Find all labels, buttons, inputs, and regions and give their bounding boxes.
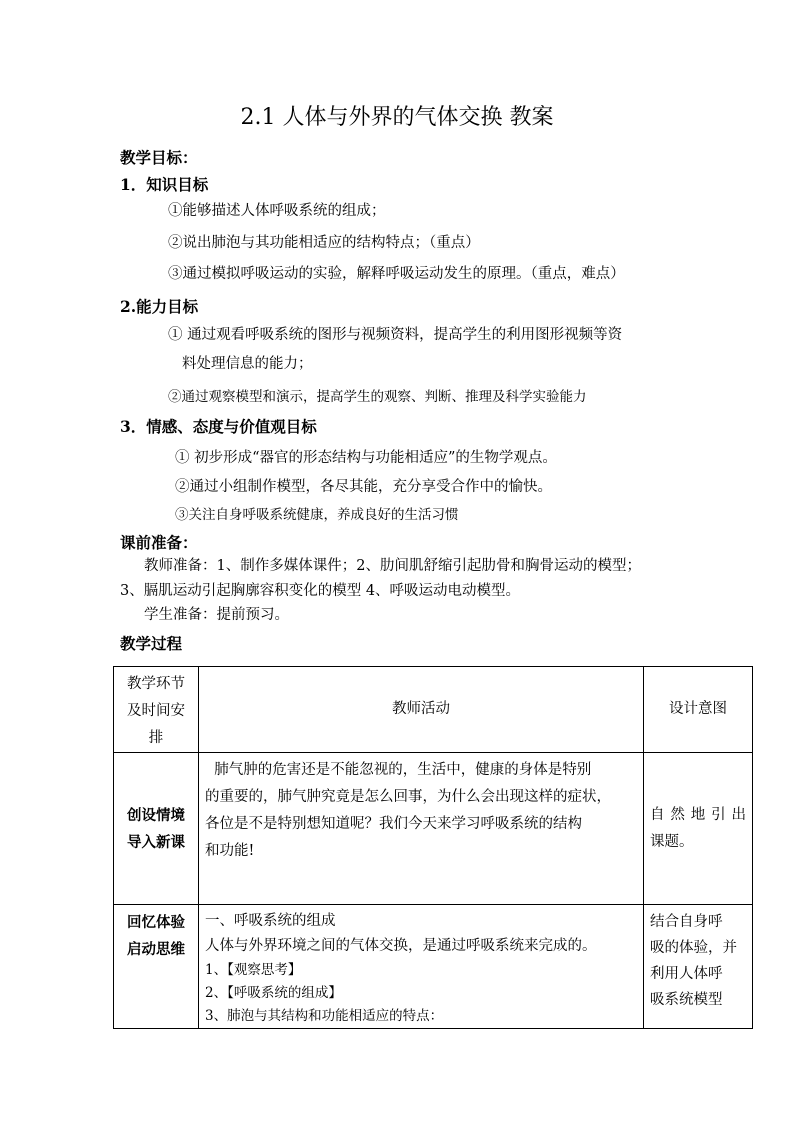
goals-heading: 教学目标：: [120, 148, 198, 167]
header-stage-line: 排: [148, 730, 164, 746]
table-row: [114, 753, 753, 905]
header-activity-label: 教师活动: [392, 701, 450, 717]
teacher-prep: 教师准备：1、制作多媒体课件；2、肋间肌舒缩引起肋骨和胸骨运动的模型；: [144, 558, 641, 574]
activity-line: 各位是不是特别想知道呢？我们今天来学习呼吸系统的结构: [205, 816, 582, 832]
header-stage-line: 教学环节: [127, 676, 185, 692]
intent-line: 利用人体呼: [650, 966, 723, 982]
intent-cell: [644, 753, 753, 905]
emotion-goal-item: ③关注自身呼吸系统健康，养成良好的生活习惯: [175, 507, 459, 523]
activity-cell: [199, 905, 644, 1029]
activity-line: 2、【呼吸系统的组成】: [205, 985, 342, 1001]
stage-line: 导入新课: [127, 833, 185, 851]
table-row: [114, 905, 753, 1029]
stage-line: 启动思维: [127, 941, 185, 958]
emotion-goals-heading: 3．情感、态度与价值观目标: [120, 417, 317, 436]
knowledge-goal-item: ③通过模拟呼吸运动的实验，解释呼吸运动发生的原理。（重点，难点）: [168, 266, 625, 282]
activity-line: 的重要的，肺气肿究竟是怎么回事，为什么会出现这样的症状，: [205, 789, 611, 805]
activity-line: 3、肺泡与其结构和功能相适应的特点：: [205, 1008, 444, 1024]
student-prep: 学生准备：提前预习。: [144, 607, 289, 623]
stage-cell: [114, 753, 199, 905]
stage-line: 创设情境: [127, 806, 185, 824]
header-cell-stage: [114, 667, 199, 753]
intent-cell: [644, 905, 753, 1029]
header-intent-label: 设计意图: [669, 701, 727, 717]
activity-cell: [199, 753, 644, 905]
process-heading: 教学过程: [120, 634, 183, 653]
knowledge-goal-item: ②说出肺泡与其功能相适应的结构特点；（重点）: [168, 235, 480, 251]
knowledge-goal-item: ①能够描述人体呼吸系统的组成；: [168, 203, 386, 219]
intent-line: 自然地引出: [650, 806, 746, 823]
ability-goals-heading: 2.能力目标: [120, 297, 199, 316]
activity-line: 1、【观察思考】: [205, 962, 302, 978]
prep-heading: 课前准备：: [120, 533, 198, 552]
intent-line: 结合自身呼: [650, 914, 723, 930]
header-cell-activity: [199, 667, 644, 753]
teacher-prep-continued: 3、膈肌运动引起胸廓容积变化的模型 4、呼吸运动电动模型。: [120, 583, 521, 599]
page-title: 2.1 人体与外界的气体交换 教案: [240, 105, 554, 130]
header-cell-intent: [644, 667, 753, 753]
emotion-goal-item: ① 初步形成“器官的形态结构与功能相适应”的生物学观点。: [175, 450, 557, 466]
intent-line: 课题。: [650, 833, 694, 850]
lesson-process-table: [113, 666, 753, 1029]
ability-goal-item-continued: 料处理信息的能力；: [182, 356, 313, 372]
ability-goal-item: ②通过观察模型和演示，提高学生的观察、判断、推理及科学实验能力: [168, 389, 587, 405]
intent-line: 吸系统模型: [650, 992, 723, 1008]
activity-line: 肺气肿的危害还是不能忽视的，生活中，健康的身体是特别: [205, 762, 592, 778]
knowledge-goals-heading: 1．知识目标: [120, 175, 209, 194]
activity-line: 一、呼吸系统的组成: [205, 913, 336, 929]
table-header-row: [114, 667, 753, 753]
stage-line: 回忆体验: [127, 914, 185, 931]
ability-goal-item: ① 通过观看呼吸系统的图形与视频资料，提高学生的利用图形视频等资: [168, 327, 623, 343]
intent-line: 吸的体验，并: [650, 940, 737, 956]
emotion-goal-item: ②通过小组制作模型，各尽其能，充分享受合作中的愉快。: [175, 479, 552, 495]
activity-line: 和功能!: [205, 843, 255, 859]
stage-cell: [114, 905, 199, 1029]
header-stage-line: 及时间安: [127, 703, 185, 719]
activity-line: 人体与外界环境之间的气体交换，是通过呼吸系统来完成的。: [205, 938, 597, 954]
